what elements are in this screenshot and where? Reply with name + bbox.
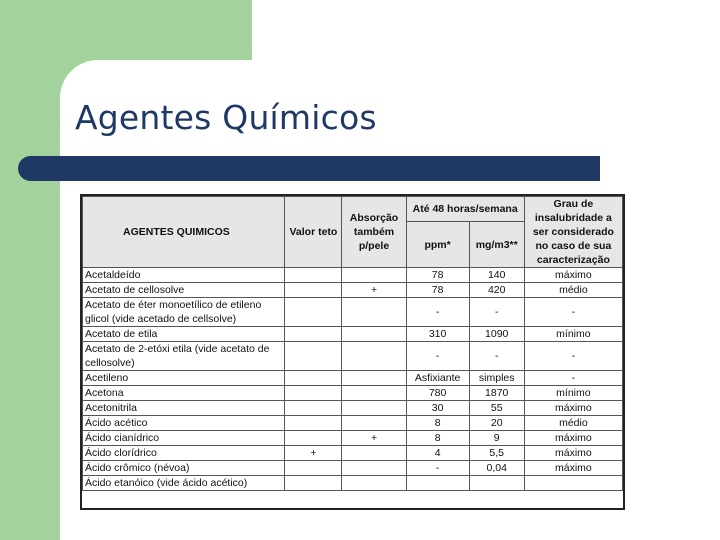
ceiling-cell: [285, 327, 342, 342]
skin-cell: [342, 401, 406, 416]
table-row: [83, 416, 623, 431]
mgm3-cell: [469, 476, 524, 491]
ppm-cell: 30: [406, 401, 469, 416]
grade-cell: mínimo: [524, 327, 622, 342]
skin-cell: +: [342, 431, 406, 446]
mgm3-cell: 20: [469, 416, 524, 431]
ppm-cell: -: [406, 461, 469, 476]
agent-name: Ácido clorídrico: [83, 446, 285, 461]
header-mgm3: mg/m3**: [469, 222, 524, 268]
agent-name: Acetaldeído: [83, 268, 285, 283]
table-row: [83, 461, 623, 476]
skin-cell: [342, 461, 406, 476]
ceiling-cell: [285, 461, 342, 476]
agent-name: Acetileno: [83, 371, 285, 386]
agent-name: Ácido etanóico (vide ácido acético): [83, 476, 285, 491]
grade-cell: máximo: [524, 431, 622, 446]
table-row: [83, 431, 623, 446]
ppm-cell: 78: [406, 268, 469, 283]
skin-cell: [342, 327, 406, 342]
grade-cell: [524, 476, 622, 491]
mgm3-cell: -: [469, 342, 524, 371]
mgm3-cell: 9: [469, 431, 524, 446]
grade-cell: -: [524, 371, 622, 386]
ceiling-cell: [285, 476, 342, 491]
table-row: [83, 371, 623, 386]
mgm3-cell: 5,5: [469, 446, 524, 461]
ceiling-cell: [285, 268, 342, 283]
agent-name: Acetonitrila: [83, 401, 285, 416]
ppm-cell: -: [406, 298, 469, 327]
skin-cell: [342, 416, 406, 431]
agent-name: Ácido acético: [83, 416, 285, 431]
ceiling-cell: [285, 401, 342, 416]
table-row: [83, 327, 623, 342]
slide-title: Agentes Químicos: [75, 98, 377, 137]
ppm-cell: [406, 476, 469, 491]
grade-cell: -: [524, 298, 622, 327]
ceiling-cell: [285, 298, 342, 327]
agent-name: Ácido crômico (névoa): [83, 461, 285, 476]
header-skin-absorption: Absorção também p/pele: [342, 197, 406, 268]
ceiling-cell: [285, 283, 342, 298]
skin-cell: [342, 268, 406, 283]
table-row: [83, 268, 623, 283]
ppm-cell: 310: [406, 327, 469, 342]
header-agents: AGENTES QUIMICOS: [83, 197, 285, 268]
agent-name: Acetato de 2-etóxi etila (vide acetato de cellosolve): [83, 342, 285, 371]
agent-name: Acetato de éter monoetílico de etileno glicol (vide acetado de cellsolve): [83, 298, 285, 327]
grade-cell: máximo: [524, 461, 622, 476]
table-row: [83, 401, 623, 416]
skin-cell: [342, 342, 406, 371]
mgm3-cell: -: [469, 298, 524, 327]
agent-name: Acetato de cellosolve: [83, 283, 285, 298]
agent-name: Ácido cianídrico: [83, 431, 285, 446]
header-ppm: ppm*: [406, 222, 469, 268]
agent-name: Acetato de etila: [83, 327, 285, 342]
agent-name: Acetona: [83, 386, 285, 401]
ceiling-cell: +: [285, 446, 342, 461]
table-row: [83, 476, 623, 491]
mgm3-cell: simples: [469, 371, 524, 386]
grade-cell: mínimo: [524, 386, 622, 401]
ppm-cell: 78: [406, 283, 469, 298]
ceiling-cell: [285, 416, 342, 431]
skin-cell: [342, 446, 406, 461]
mgm3-cell: 140: [469, 268, 524, 283]
chemical-agents-table: [82, 196, 623, 491]
grade-cell: médio: [524, 283, 622, 298]
ppm-cell: 8: [406, 416, 469, 431]
grade-cell: máximo: [524, 401, 622, 416]
skin-cell: +: [342, 283, 406, 298]
table-row: [83, 283, 623, 298]
ceiling-cell: [285, 371, 342, 386]
ppm-cell: 8: [406, 431, 469, 446]
title-accent-bar: [18, 156, 600, 181]
ceiling-cell: [285, 386, 342, 401]
mgm3-cell: 55: [469, 401, 524, 416]
grade-cell: -: [524, 342, 622, 371]
chemical-agents-table-frame: [80, 194, 625, 510]
mgm3-cell: 1870: [469, 386, 524, 401]
table-row: [83, 298, 623, 327]
skin-cell: [342, 386, 406, 401]
header-48h-limit: Até 48 horas/semana: [406, 197, 524, 222]
table-row: [83, 342, 623, 371]
grade-cell: médio: [524, 416, 622, 431]
mgm3-cell: 0,04: [469, 461, 524, 476]
table-row: [83, 446, 623, 461]
ppm-cell: 4: [406, 446, 469, 461]
ceiling-cell: [285, 431, 342, 446]
ppm-cell: Asfixiante: [406, 371, 469, 386]
skin-cell: [342, 298, 406, 327]
table-row: [83, 386, 623, 401]
mgm3-cell: 420: [469, 283, 524, 298]
ppm-cell: -: [406, 342, 469, 371]
grade-cell: máximo: [524, 446, 622, 461]
skin-cell: [342, 476, 406, 491]
ceiling-cell: [285, 342, 342, 371]
header-ceiling-value: Valor teto: [285, 197, 342, 268]
grade-cell: máximo: [524, 268, 622, 283]
header-insalubrity-grade: Grau de insalubridade a ser considerado no caso de sua caracterização: [524, 197, 622, 268]
mgm3-cell: 1090: [469, 327, 524, 342]
ppm-cell: 780: [406, 386, 469, 401]
skin-cell: [342, 371, 406, 386]
